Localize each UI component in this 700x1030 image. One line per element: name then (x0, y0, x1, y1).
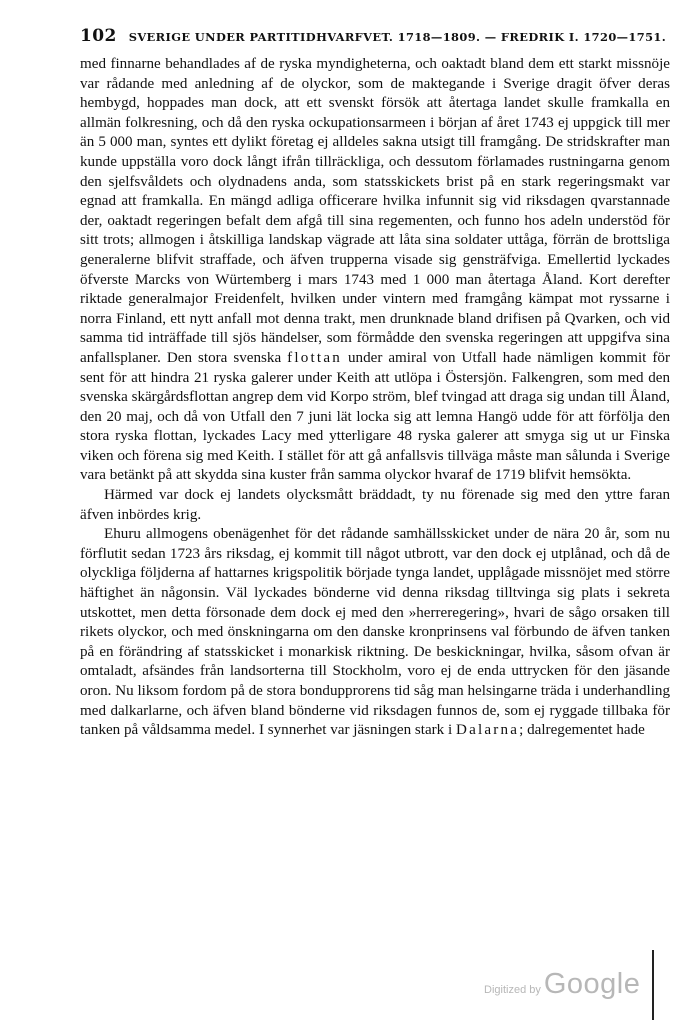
page-number: 102 (80, 26, 117, 46)
book-page (80, 26, 670, 741)
google-logo: Google (543, 968, 641, 1000)
page-header (80, 26, 670, 46)
paragraph (80, 486, 670, 525)
paragraph (80, 55, 670, 486)
page-edge-mark (652, 950, 654, 1020)
paragraph-text: med finnarne behandlades af de ryska myndigheterna, och oaktadt bland dem ett starkt missnöje var rådande med anledning af de olyckor, som de maktegande i Sverige dragit öfver deras hembygd, hoppades man dock, att ett svenskt försök att återtaga landet skulle framkalla en allmän folkresning, och då den ryska ockupationsarmeen i början af året 1743 ej uppgick till mer än 5 000 man, syntes ett dylikt företag ej alldeles sakna utsigt till framgång. De stridskrafter man kunde uppställa voro dock långt ifrån tillräckliga, och dessutom förlamades rustningarna genom den sjelfsvåldets och olydnadens anda, som statsskickets brist på en stark regeringsmakt var egnad att framkalla. En mängd adliga officerare hvilka infunnit sig vid riksdagen qvarstannade der, oaktadt regeringen befalt dem afgå till sina regementen, och funno hos adeln understöd för sitt trots; allmogen i åtskilliga landskap vägrade att låta sina soldater uttåga, förrän de brottsliga generalerne blifvit straffade, och äfven trupperna visade sig gensträfviga. Emellertid lyckades öfverste Marcks von Würtemberg i mars 1743 med 1 000 man återtaga Åland. Kort derefter riktade generalmajor Freidenfelt, hvilken under vintern med framgång kämpat mot ryssarne i norra Finland, ett nytt anfall mot denna trakt, men drunknade bland drifisen på Qvarken, och vid samma tid inträffade till sjös händelser, som förmådde den svenska regeringen att uppgifva sina anfallsplaner. Den stora svenska (80, 56, 670, 366)
paragraph (80, 525, 670, 741)
paragraph-text: ; dalregementet hade (519, 722, 645, 739)
body-text (80, 55, 670, 741)
running-title: SVERIGE UNDER PARTITIDHVARFVET. 1718—1809. — FREDRIK I. 1720—1751. (128, 30, 667, 44)
emphasized-text: flottan (287, 349, 342, 366)
paragraph-text: Ehuru allmogens obenägenhet för det rådande samhällsskicket under de nära 20 år, som nu förflutit sedan 1723 års riksdag, ej kommit till något utbrott, var den dock ej utplånad, och då de olyckliga följderna af hattarnes krigspolitik började tynga landet, upplågade missnöjet med större häftighet än någonsin. Väl lyckades bönderne vid denna riksdag tilltvinga sig plats i sekreta utskottet, men detta försonade dem dock ej med den »herreregering», hvari de sågo orsaken till rikets olyckor, och med önskningarna om den danske kronprinsens val förbundo de äfven tanken på en förändring af statsskicket i monarkisk riktning. De beskickningar, hvilka, såsom ofvan är omtaladt, afsändes från landsorterna till Stockholm, voro ej de enda uttrycken för den jäsande oron. Nu liksom fordom på de stora bondupprorens tid såg man helsingarne träda i underhandling med dalkarlarne, och äfven bland bönderne vid riksdagen funnos de, som ej ryggade tillbaka för tanken på våldsamma medel. I synnerhet var jäsningen stark i (80, 526, 670, 739)
paragraph-text: Härmed var dock ej landets olycksmått bräddadt, ty nu förenade sig med den yttre faran äfven inbördes krig. (80, 487, 670, 523)
digitized-by-google-watermark (484, 968, 640, 1001)
watermark-prefix: Digitized by (484, 984, 541, 996)
paragraph-text: under amiral von Utfall hade nämligen kommit för sent för att hindra 21 ryska galerer under Keith att utlöpa i Östersjön. Falkengren, som med den svenska skärgårdsflottan angrep dem vid Korpo ström, blef tvingad att draga sig undan till Åland, den 20 maj, och då von Utfall den 7 juni lät locka sig att lemna Hangö udde för att förfölja den stora ryska flottan, lyckades Lacy med ytterligare 48 ryska galerer att smyga sig ut ur Finska viken och förena sig med Keith. I stället för att gå anfallsvis tillväga måste man sålunda i Sverige vara betänkt på att skydda sina kuster från samma olyckor hvaraf de 1719 blifvit hemsökta. (80, 349, 670, 484)
emphasized-text: Dalarna (455, 722, 520, 739)
